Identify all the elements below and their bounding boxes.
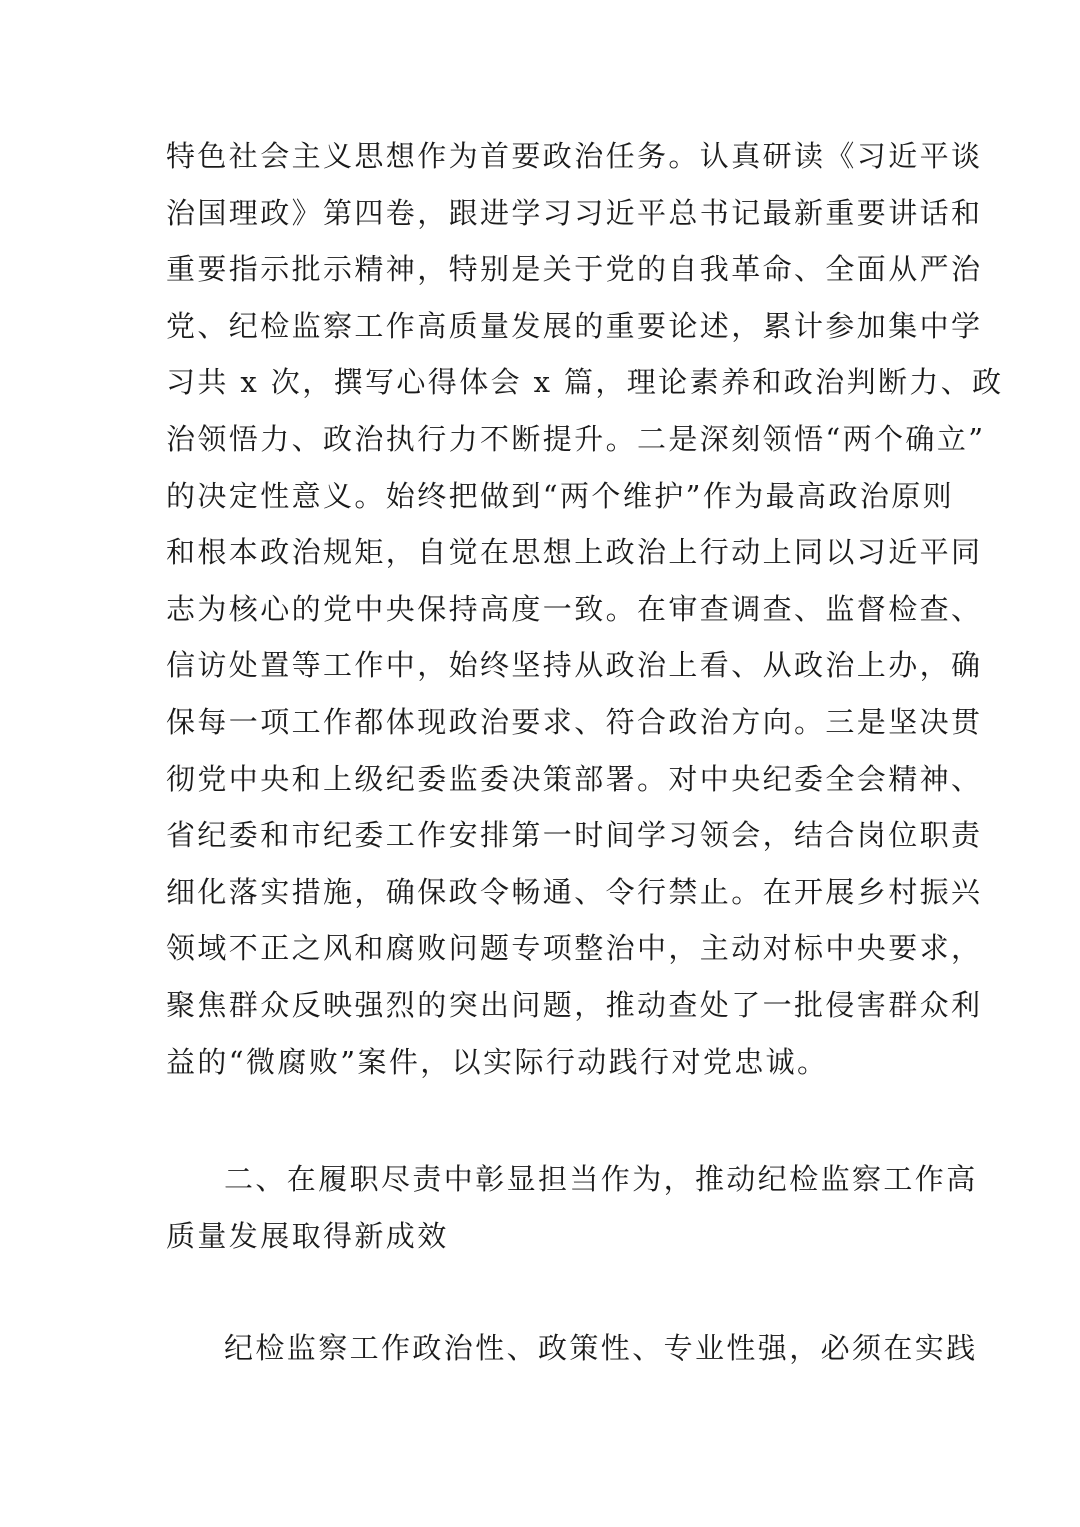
text-line: 细化落实措施，确保政令畅通、令行禁止。在开展乡村振兴 — [166, 874, 983, 909]
body-paragraph-1 — [166, 128, 1004, 1090]
text-line: 领域不正之风和腐败问题专项整治中，主动对标中央要求， — [166, 931, 983, 966]
text-line: 志为核心的党中央保持高度一致。在审查调查、监督检查、 — [166, 591, 983, 626]
text-line: 治国理政》第四卷，跟进学习习近平总书记最新重要讲话和 — [166, 195, 983, 230]
text-line: 益的“微腐败”案件，以实际行动践行对党忠诚。 — [166, 1044, 829, 1079]
text-line: 的决定性意义。始终把做到“两个维护”作为最高政治原则 — [166, 478, 955, 513]
text-line: 纪检监察工作政治性、政策性、专业性强，必须在实践 — [224, 1331, 978, 1365]
text-line: 彻党中央和上级纪委监委决策部署。对中央纪委全会精神、 — [166, 761, 983, 796]
text-line: 治领悟力、政治执行力不断提升。二是深刻领悟“两个确立” — [166, 421, 986, 456]
text-line: 习共 x 次，撰写心得体会 x 篇，理论素养和政治判断力、政 — [166, 365, 1004, 400]
text-line: 信访处置等工作中，始终坚持从政治上看、从政治上办，确 — [166, 648, 983, 683]
text-line: 党、纪检监察工作高质量发展的重要论述，累计参加集中学 — [166, 308, 983, 343]
text-line: 保每一项工作都体现政治要求、符合政治方向。三是坚决贯 — [166, 704, 983, 739]
body-paragraph-2 — [166, 1320, 978, 1377]
section-heading-2 — [166, 1151, 978, 1264]
text-line: 特色社会主义思想作为首要政治任务。认真研读《习近平谈 — [166, 139, 983, 173]
text-line: 聚焦群众反映强烈的突出问题，推动查处了一批侵害群众利 — [166, 987, 983, 1022]
text-line: 重要指示批示精神，特别是关于党的自我革命、全面从严治 — [166, 252, 983, 287]
text-line: 省纪委和市纪委工作安排第一时间学习领会，结合岗位职责 — [166, 818, 983, 853]
heading-line: 质量发展取得新成效 — [166, 1218, 449, 1253]
heading-line: 二、在履职尽责中彰显担当作为，推动纪检监察工作高 — [224, 1162, 978, 1196]
text-line: 和根本政治规矩，自觉在思想上政治上行动上同以习近平同 — [166, 535, 983, 570]
